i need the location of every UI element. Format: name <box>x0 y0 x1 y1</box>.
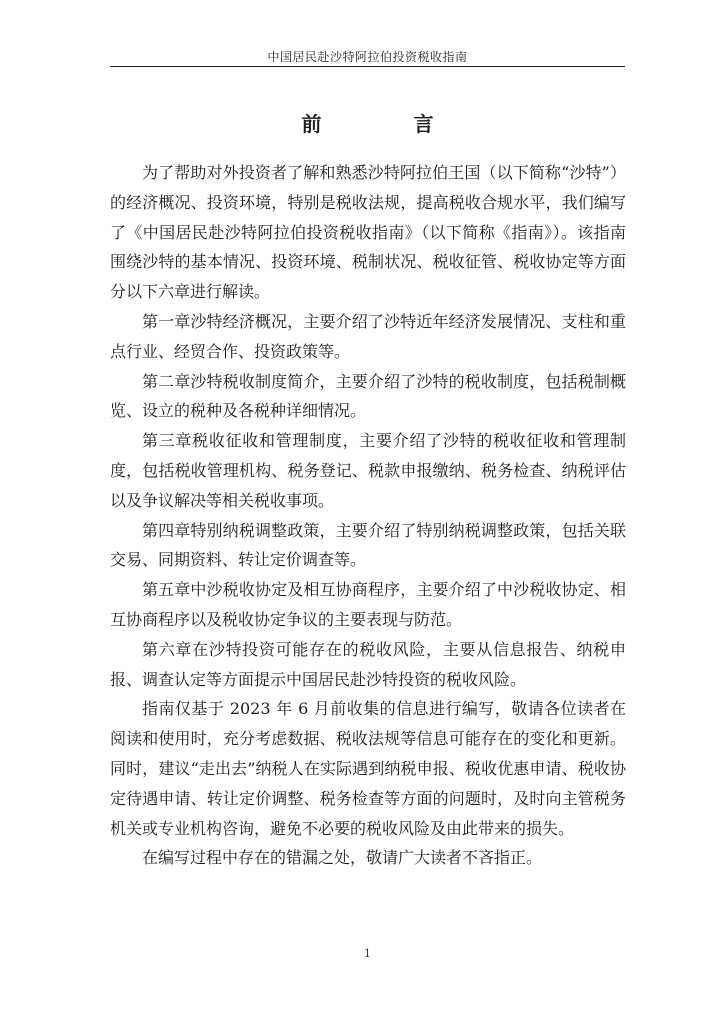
page-number: 1 <box>364 947 371 960</box>
paragraph-chapter-4: 第四章特别纳税调整政策，主要介绍了特别纳税调整政策，包括关联交易、同期资料、转让定价调查等。 <box>110 520 626 570</box>
body-text <box>110 158 626 873</box>
paragraph-chapter-6: 第六章在沙特投资可能存在的税收风险，主要从信息报告、纳税申报、调查认定等方面提示中国居民赴沙特投资的税收风险。 <box>110 639 626 689</box>
paragraph-intro: 为了帮助对外投资者了解和熟悉沙特阿拉伯王国（以下简称“沙特”）的经济概况、投资环境，特别是税收法规，提高税收合规水平，我们编写了《中国居民赴沙特阿拉伯投资税收指南》（以下简称《指南》）。该指南围绕沙特的基本情况、投资环境、税制状况、税收征管、税收协定等方面分以下六章进行解读。 <box>110 163 626 302</box>
paragraph-closing: 在编写过程中存在的错漏之处，敬请广大读者不吝指正。 <box>142 848 543 868</box>
running-header: 中国居民赴沙特阿拉伯投资税收指南 <box>267 50 468 64</box>
paragraph-chapter-5: 第五章中沙税收协定及相互协商程序，主要介绍了中沙税收协定、相互协商程序以及税收协定争议的主要表现与防范。 <box>110 580 626 629</box>
paragraph-chapter-2: 第二章沙特税收制度简介，主要介绍了沙特的税收制度，包括税制概览、设立的税种及各税种详细情况。 <box>110 371 626 421</box>
paragraph-disclaimer: 指南仅基于 2023 年 6 月前收集的信息进行编写，敬请各位读者在阅读和使用时，充分考虑数据、税收法规等信息可能存在的变化和更新。同时，建议“走出去”纳税人在实际遇到纳税申报、税收优惠申请、税收协定待遇申请、转让定价调整、税务检查等方面的问题时，及时向主管税务机关或专业机构咨询，避免不必要的税收风险及由此带来的损失。 <box>110 699 626 838</box>
page-title: 前 言 <box>301 112 470 136</box>
header-divider <box>110 66 625 67</box>
paragraph-chapter-1: 第一章沙特经济概况，主要介绍了沙特近年经济发展情况、支柱和重点行业、经贸合作、投资政策等。 <box>110 311 626 361</box>
paragraph-chapter-3: 第三章税收征收和管理制度，主要介绍了沙特的税收征收和管理制度，包括税收管理机构、税务登记、税款申报缴纳、税务检查、纳税评估以及争议解决等相关税收事项。 <box>110 431 626 510</box>
